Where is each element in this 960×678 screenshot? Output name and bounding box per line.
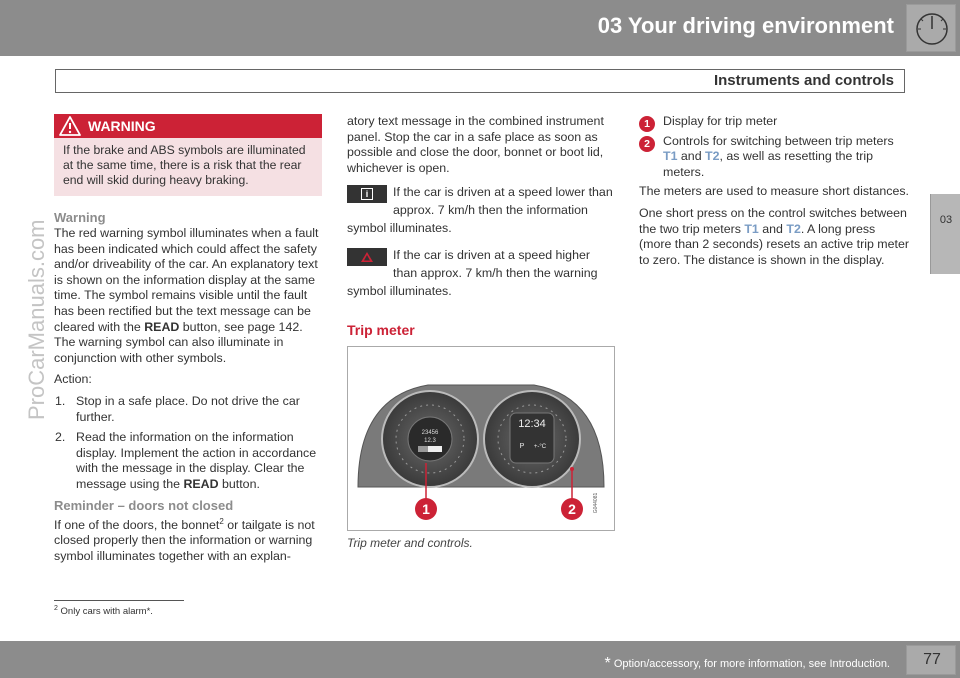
callout-2-label: 2: [568, 501, 576, 518]
action-label: Action:: [54, 372, 92, 387]
side-tab-label: 03: [939, 214, 953, 226]
section-title-bar: [55, 69, 905, 93]
warning-paragraph: The red warning symbol illuminates when a fault has been indicated which could affect the safety and/or driveability of the car. An explanatory text is shown on the information display at the same time. The symbol remains visible until the fault has been rectified but the text message can be cleared with the READ button, see page 142. The warning symbol can also illuminate in conjunction with other symbols.: [54, 226, 319, 365]
odometer-readout: 23456: [421, 430, 439, 437]
number-badge: 2: [639, 136, 655, 152]
column-left: [54, 114, 322, 564]
info-symbol-text: If the car is driven at a speed lower than approx. 7 km/h then the information symbol illuminates.: [347, 185, 613, 236]
number-badge: 1: [639, 116, 655, 132]
warning-triangle-icon: [59, 116, 81, 141]
warning-symbol-icon: [347, 248, 387, 266]
warning-text: If the brake and ABS symbols are illuminated at the same time, there is a risk that the rear end will skid during heavy braking.: [63, 143, 306, 187]
watermark: ProCarManuals.com: [24, 219, 49, 420]
footnote: $^2$ Only cars with alarm*.: [54, 605, 153, 618]
section-title: Instruments and controls: [713, 72, 894, 89]
footer-note: * Option/accessory, for more information, see Introduction.: [604, 655, 890, 672]
footer-bar: [0, 641, 960, 678]
chapter-title: 03 Your driving environment: [597, 13, 894, 38]
list-item: 1 Display for trip meter: [639, 114, 909, 130]
warning-title: WARNING: [88, 118, 156, 134]
list-item: 2 Controls for switching between trip meters T1 and T2, as well as resetting the trip meters.: [639, 134, 909, 181]
control-paragraph: One short press on the control switches between the two trip meters T1 and T2. A long press (more than 2 seconds) resets an active trip meter to zero. The distance is shown in the display.: [639, 205, 909, 267]
trip-readout: 12.3: [424, 438, 436, 445]
trip-meter-figure: [347, 346, 615, 531]
warning-header: [54, 114, 322, 138]
clock-readout: 12:34: [518, 418, 546, 431]
figure-caption: Trip meter and controls.: [347, 536, 473, 551]
temperature-readout: +-°C: [533, 444, 547, 451]
info-symbol-row: [347, 183, 615, 237]
list-item: 2. Read the information on the information display. Implement the action in accordance with the message in the display. Clear the message using the READ button.: [55, 430, 317, 491]
header-bar: [0, 0, 960, 56]
read-button-label: READ: [144, 319, 180, 334]
page-number-box: [906, 645, 956, 675]
reminder-paragraph: If one of the doors, the bonnet$^2$ or tailgate is not closed properly then the information or warning symbol illuminates together with an explan-: [54, 516, 315, 563]
chapter-side-tab[interactable]: [930, 194, 960, 274]
warning-heading: Warning: [54, 210, 106, 225]
warning-box: [54, 114, 322, 196]
continued-paragraph: atory text message in the combined instrument panel. Stop the car in a safe place as soon as possible and close the door, bonnet or boot lid, whichever is open.: [347, 114, 604, 175]
callout-1-label: 1: [422, 501, 430, 518]
figure-code: G044081: [593, 493, 599, 514]
speedometer-icon: [906, 4, 956, 52]
warning-symbol-row: [347, 246, 615, 300]
page-number: 77: [923, 651, 941, 668]
reminder-heading: Reminder – doors not closed: [54, 497, 234, 513]
gear-readout: P: [519, 443, 525, 451]
information-symbol-icon: i: [347, 185, 387, 203]
warning-symbol-text: If the car is driven at a speed higher than approx. 7 km/h then the warning symbol illuminates.: [347, 248, 598, 299]
column-middle: [347, 114, 615, 550]
list-item: 1. Stop in a safe place. Do not drive the car further.: [55, 393, 300, 424]
distance-paragraph: The meters are used to measure short distances.: [639, 184, 909, 199]
footnote-divider: [54, 600, 184, 601]
trip-meter-heading: Trip meter: [347, 322, 415, 339]
action-steps: [54, 394, 322, 493]
column-right: [639, 114, 909, 268]
